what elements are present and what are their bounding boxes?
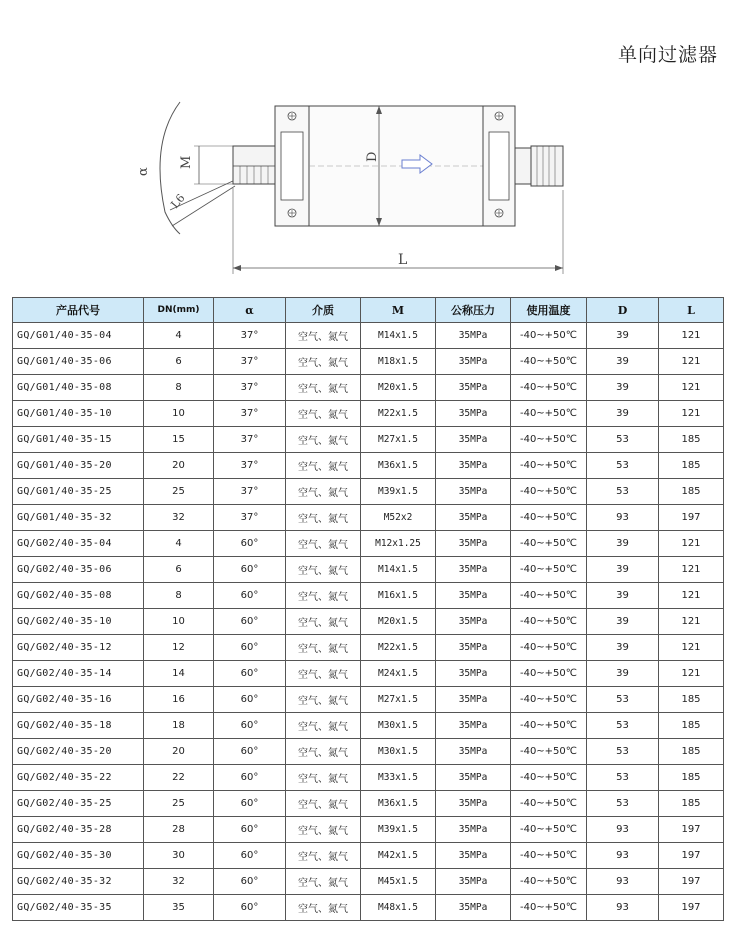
cell-product-code: GQ/G02/40-35-28 xyxy=(13,817,144,843)
cell-l: 121 xyxy=(659,557,724,583)
table-row xyxy=(13,531,724,557)
cell-alpha: 37° xyxy=(214,349,286,375)
cell-pressure: 35MPa xyxy=(436,479,511,505)
table-body xyxy=(13,323,724,921)
cell-dn: 8 xyxy=(144,583,214,609)
angle-arc xyxy=(160,102,180,234)
cell-alpha: 37° xyxy=(214,323,286,349)
cell-product-code: GQ/G02/40-35-30 xyxy=(13,843,144,869)
cell-pressure: 35MPa xyxy=(436,583,511,609)
cell-thread-m: M16x1.5 xyxy=(361,583,436,609)
cell-temperature: -40~+50℃ xyxy=(511,817,587,843)
cell-medium: 空气、氮气 xyxy=(286,401,361,427)
cell-dn: 25 xyxy=(144,791,214,817)
cell-medium: 空气、氮气 xyxy=(286,583,361,609)
page-title: 单向过滤器 xyxy=(617,44,718,66)
table-row xyxy=(13,583,724,609)
cell-temperature: -40~+50℃ xyxy=(511,791,587,817)
cell-medium: 空气、氮气 xyxy=(286,453,361,479)
cell-pressure: 35MPa xyxy=(436,635,511,661)
cell-thread-m: M52x2 xyxy=(361,505,436,531)
cell-l: 121 xyxy=(659,531,724,557)
cell-medium: 空气、氮气 xyxy=(286,479,361,505)
spec-table xyxy=(12,297,724,921)
col-header-m: M xyxy=(361,298,436,323)
cell-thread-m: M27x1.5 xyxy=(361,427,436,453)
table-row xyxy=(13,349,724,375)
cell-dn: 10 xyxy=(144,609,214,635)
cell-pressure: 35MPa xyxy=(436,843,511,869)
col-header-d: D xyxy=(587,298,659,323)
table-row xyxy=(13,687,724,713)
cell-alpha: 37° xyxy=(214,453,286,479)
cell-d: 53 xyxy=(587,765,659,791)
cell-dn: 30 xyxy=(144,843,214,869)
cell-d: 93 xyxy=(587,895,659,921)
cell-l: 185 xyxy=(659,427,724,453)
cell-product-code: GQ/G01/40-35-04 xyxy=(13,323,144,349)
cell-alpha: 60° xyxy=(214,661,286,687)
cell-pressure: 35MPa xyxy=(436,661,511,687)
cell-alpha: 37° xyxy=(214,401,286,427)
cell-dn: 32 xyxy=(144,505,214,531)
cell-pressure: 35MPa xyxy=(436,453,511,479)
cell-l: 121 xyxy=(659,609,724,635)
cell-l: 121 xyxy=(659,635,724,661)
col-header-alpha: α xyxy=(214,298,286,323)
table-row xyxy=(13,843,724,869)
cell-alpha: 37° xyxy=(214,505,286,531)
table-row xyxy=(13,791,724,817)
table-row xyxy=(13,635,724,661)
cell-l: 197 xyxy=(659,895,724,921)
table-row xyxy=(13,817,724,843)
cell-l: 185 xyxy=(659,687,724,713)
table-row xyxy=(13,323,724,349)
cell-medium: 空气、氮气 xyxy=(286,895,361,921)
cell-pressure: 35MPa xyxy=(436,713,511,739)
cell-l: 121 xyxy=(659,323,724,349)
cell-thread-m: M30x1.5 xyxy=(361,739,436,765)
cell-medium: 空气、氮气 xyxy=(286,505,361,531)
table-row xyxy=(13,453,724,479)
cell-temperature: -40~+50℃ xyxy=(511,427,587,453)
cell-dn: 32 xyxy=(144,869,214,895)
cell-d: 39 xyxy=(587,661,659,687)
cell-d: 53 xyxy=(587,791,659,817)
col-header-medium: 介质 xyxy=(286,298,361,323)
table-row xyxy=(13,739,724,765)
cell-product-code: GQ/G01/40-35-25 xyxy=(13,479,144,505)
cell-dn: 4 xyxy=(144,323,214,349)
cell-dn: 12 xyxy=(144,635,214,661)
cell-pressure: 35MPa xyxy=(436,869,511,895)
cell-thread-m: M14x1.5 xyxy=(361,323,436,349)
cell-dn: 10 xyxy=(144,401,214,427)
cell-product-code: GQ/G02/40-35-12 xyxy=(13,635,144,661)
col-header-temperature: 使用温度 xyxy=(511,298,587,323)
cell-thread-m: M39x1.5 xyxy=(361,479,436,505)
cell-d: 93 xyxy=(587,869,659,895)
table-row xyxy=(13,557,724,583)
cell-temperature: -40~+50℃ xyxy=(511,323,587,349)
cell-l: 185 xyxy=(659,791,724,817)
cell-l: 121 xyxy=(659,401,724,427)
cell-d: 53 xyxy=(587,713,659,739)
cell-dn: 35 xyxy=(144,895,214,921)
cell-temperature: -40~+50℃ xyxy=(511,531,587,557)
cell-pressure: 35MPa xyxy=(436,323,511,349)
cell-dn: 22 xyxy=(144,765,214,791)
col-header-code: 产品代号 xyxy=(13,298,144,323)
cell-product-code: GQ/G02/40-35-20 xyxy=(13,739,144,765)
cell-medium: 空气、氮气 xyxy=(286,765,361,791)
table-row xyxy=(13,765,724,791)
cell-d: 93 xyxy=(587,843,659,869)
cell-product-code: GQ/G01/40-35-32 xyxy=(13,505,144,531)
cell-alpha: 60° xyxy=(214,635,286,661)
cell-medium: 空气、氮气 xyxy=(286,349,361,375)
cell-medium: 空气、氮气 xyxy=(286,843,361,869)
cell-pressure: 35MPa xyxy=(436,687,511,713)
cell-medium: 空气、氮气 xyxy=(286,427,361,453)
cell-medium: 空气、氮气 xyxy=(286,687,361,713)
cell-temperature: -40~+50℃ xyxy=(511,505,587,531)
cell-alpha: 60° xyxy=(214,687,286,713)
cell-d: 53 xyxy=(587,739,659,765)
cell-thread-m: M24x1.5 xyxy=(361,661,436,687)
cell-thread-m: M22x1.5 xyxy=(361,635,436,661)
cell-alpha: 60° xyxy=(214,557,286,583)
cell-alpha: 60° xyxy=(214,895,286,921)
cell-temperature: -40~+50℃ xyxy=(511,479,587,505)
cell-product-code: GQ/G02/40-35-35 xyxy=(13,895,144,921)
cell-medium: 空气、氮气 xyxy=(286,661,361,687)
cell-d: 93 xyxy=(587,505,659,531)
cell-l: 185 xyxy=(659,713,724,739)
cell-l: 185 xyxy=(659,739,724,765)
cell-medium: 空气、氮气 xyxy=(286,791,361,817)
cell-pressure: 35MPa xyxy=(436,505,511,531)
cell-d: 39 xyxy=(587,349,659,375)
col-header-pressure: 公称压力 xyxy=(436,298,511,323)
cell-dn: 28 xyxy=(144,817,214,843)
cell-alpha: 37° xyxy=(214,427,286,453)
table-row xyxy=(13,869,724,895)
cell-product-code: GQ/G01/40-35-15 xyxy=(13,427,144,453)
d-label: D xyxy=(365,151,380,162)
cell-product-code: GQ/G02/40-35-06 xyxy=(13,557,144,583)
cell-alpha: 60° xyxy=(214,765,286,791)
cell-d: 39 xyxy=(587,583,659,609)
cell-alpha: 60° xyxy=(214,739,286,765)
cell-temperature: -40~+50℃ xyxy=(511,739,587,765)
cell-temperature: -40~+50℃ xyxy=(511,401,587,427)
filter-technical-drawing xyxy=(0,92,730,287)
table-row xyxy=(13,661,724,687)
cell-l: 197 xyxy=(659,817,724,843)
cell-product-code: GQ/G02/40-35-08 xyxy=(13,583,144,609)
cell-pressure: 35MPa xyxy=(436,765,511,791)
cell-temperature: -40~+50℃ xyxy=(511,895,587,921)
cell-alpha: 60° xyxy=(214,713,286,739)
cell-l: 185 xyxy=(659,453,724,479)
cell-alpha: 37° xyxy=(214,375,286,401)
cell-pressure: 35MPa xyxy=(436,739,511,765)
cell-dn: 4 xyxy=(144,531,214,557)
cell-medium: 空气、氮气 xyxy=(286,869,361,895)
cell-thread-m: M12x1.25 xyxy=(361,531,436,557)
cell-product-code: GQ/G02/40-35-10 xyxy=(13,609,144,635)
cell-alpha: 60° xyxy=(214,869,286,895)
cell-thread-m: M39x1.5 xyxy=(361,817,436,843)
cell-pressure: 35MPa xyxy=(436,349,511,375)
cell-medium: 空气、氮气 xyxy=(286,557,361,583)
cell-d: 39 xyxy=(587,375,659,401)
cell-thread-m: M36x1.5 xyxy=(361,791,436,817)
cell-pressure: 35MPa xyxy=(436,791,511,817)
cell-pressure: 35MPa xyxy=(436,817,511,843)
cell-product-code: GQ/G01/40-35-10 xyxy=(13,401,144,427)
cell-thread-m: M18x1.5 xyxy=(361,349,436,375)
cell-product-code: GQ/G01/40-35-08 xyxy=(13,375,144,401)
cell-d: 39 xyxy=(587,531,659,557)
l6-label: L6 xyxy=(168,191,188,211)
cell-thread-m: M30x1.5 xyxy=(361,713,436,739)
m-label: M xyxy=(179,155,194,169)
cell-d: 53 xyxy=(587,427,659,453)
table-row xyxy=(13,505,724,531)
cell-product-code: GQ/G02/40-35-14 xyxy=(13,661,144,687)
cell-thread-m: M22x1.5 xyxy=(361,401,436,427)
right-port xyxy=(515,148,531,184)
cell-dn: 14 xyxy=(144,661,214,687)
cell-medium: 空气、氮气 xyxy=(286,531,361,557)
cell-alpha: 60° xyxy=(214,609,286,635)
cell-pressure: 35MPa xyxy=(436,401,511,427)
cell-d: 53 xyxy=(587,479,659,505)
cell-medium: 空气、氮气 xyxy=(286,323,361,349)
table-row xyxy=(13,401,724,427)
cell-pressure: 35MPa xyxy=(436,609,511,635)
cell-l: 185 xyxy=(659,479,724,505)
cell-pressure: 35MPa xyxy=(436,375,511,401)
cell-product-code: GQ/G02/40-35-16 xyxy=(13,687,144,713)
cell-l: 197 xyxy=(659,505,724,531)
cell-medium: 空气、氮气 xyxy=(286,713,361,739)
table-row xyxy=(13,375,724,401)
cell-d: 39 xyxy=(587,635,659,661)
cell-thread-m: M27x1.5 xyxy=(361,687,436,713)
cell-d: 39 xyxy=(587,557,659,583)
cell-temperature: -40~+50℃ xyxy=(511,609,587,635)
cell-alpha: 37° xyxy=(214,479,286,505)
col-header-l: L xyxy=(659,298,724,323)
cell-thread-m: M42x1.5 xyxy=(361,843,436,869)
cell-l: 121 xyxy=(659,349,724,375)
cell-l: 121 xyxy=(659,583,724,609)
cell-pressure: 35MPa xyxy=(436,531,511,557)
cell-temperature: -40~+50℃ xyxy=(511,635,587,661)
cell-d: 39 xyxy=(587,401,659,427)
cell-temperature: -40~+50℃ xyxy=(511,583,587,609)
cell-d: 39 xyxy=(587,323,659,349)
cell-dn: 15 xyxy=(144,427,214,453)
cell-dn: 16 xyxy=(144,687,214,713)
cell-temperature: -40~+50℃ xyxy=(511,557,587,583)
cell-temperature: -40~+50℃ xyxy=(511,843,587,869)
table-row xyxy=(13,479,724,505)
cell-dn: 6 xyxy=(144,349,214,375)
cell-product-code: GQ/G02/40-35-04 xyxy=(13,531,144,557)
cell-temperature: -40~+50℃ xyxy=(511,713,587,739)
cell-d: 39 xyxy=(587,609,659,635)
cell-alpha: 60° xyxy=(214,843,286,869)
cell-thread-m: M45x1.5 xyxy=(361,869,436,895)
cell-d: 93 xyxy=(587,817,659,843)
cell-dn: 6 xyxy=(144,557,214,583)
cell-medium: 空气、氮气 xyxy=(286,375,361,401)
cell-dn: 20 xyxy=(144,453,214,479)
cell-pressure: 35MPa xyxy=(436,557,511,583)
col-header-dn: DN(mm) xyxy=(144,298,214,323)
cell-product-code: GQ/G02/40-35-32 xyxy=(13,869,144,895)
cell-temperature: -40~+50℃ xyxy=(511,765,587,791)
cell-medium: 空气、氮气 xyxy=(286,817,361,843)
table-row xyxy=(13,713,724,739)
cell-l: 197 xyxy=(659,869,724,895)
cell-thread-m: M20x1.5 xyxy=(361,609,436,635)
cell-medium: 空气、氮气 xyxy=(286,635,361,661)
cell-d: 53 xyxy=(587,453,659,479)
cell-product-code: GQ/G01/40-35-20 xyxy=(13,453,144,479)
cell-medium: 空气、氮气 xyxy=(286,609,361,635)
cell-d: 53 xyxy=(587,687,659,713)
cell-pressure: 35MPa xyxy=(436,895,511,921)
cell-l: 121 xyxy=(659,375,724,401)
cell-temperature: -40~+50℃ xyxy=(511,349,587,375)
cell-thread-m: M33x1.5 xyxy=(361,765,436,791)
cell-alpha: 60° xyxy=(214,531,286,557)
cell-l: 197 xyxy=(659,843,724,869)
cell-thread-m: M20x1.5 xyxy=(361,375,436,401)
cell-l: 121 xyxy=(659,661,724,687)
table-header-row xyxy=(13,298,724,323)
cell-product-code: GQ/G01/40-35-06 xyxy=(13,349,144,375)
cell-product-code: GQ/G02/40-35-25 xyxy=(13,791,144,817)
table-row xyxy=(13,895,724,921)
l-label: L xyxy=(398,252,408,268)
table-row xyxy=(13,427,724,453)
cell-alpha: 60° xyxy=(214,791,286,817)
cell-temperature: -40~+50℃ xyxy=(511,453,587,479)
cell-thread-m: M36x1.5 xyxy=(361,453,436,479)
cell-product-code: GQ/G02/40-35-22 xyxy=(13,765,144,791)
cell-alpha: 60° xyxy=(214,817,286,843)
cell-product-code: GQ/G02/40-35-18 xyxy=(13,713,144,739)
cell-temperature: -40~+50℃ xyxy=(511,661,587,687)
cell-thread-m: M48x1.5 xyxy=(361,895,436,921)
cell-temperature: -40~+50℃ xyxy=(511,375,587,401)
cell-dn: 8 xyxy=(144,375,214,401)
cell-dn: 18 xyxy=(144,713,214,739)
table-row xyxy=(13,609,724,635)
alpha-label: α xyxy=(136,167,151,176)
cell-pressure: 35MPa xyxy=(436,427,511,453)
cell-alpha: 60° xyxy=(214,583,286,609)
cell-l: 185 xyxy=(659,765,724,791)
cell-dn: 25 xyxy=(144,479,214,505)
cell-dn: 20 xyxy=(144,739,214,765)
cell-medium: 空气、氮气 xyxy=(286,739,361,765)
cell-temperature: -40~+50℃ xyxy=(511,687,587,713)
cell-temperature: -40~+50℃ xyxy=(511,869,587,895)
cell-thread-m: M14x1.5 xyxy=(361,557,436,583)
